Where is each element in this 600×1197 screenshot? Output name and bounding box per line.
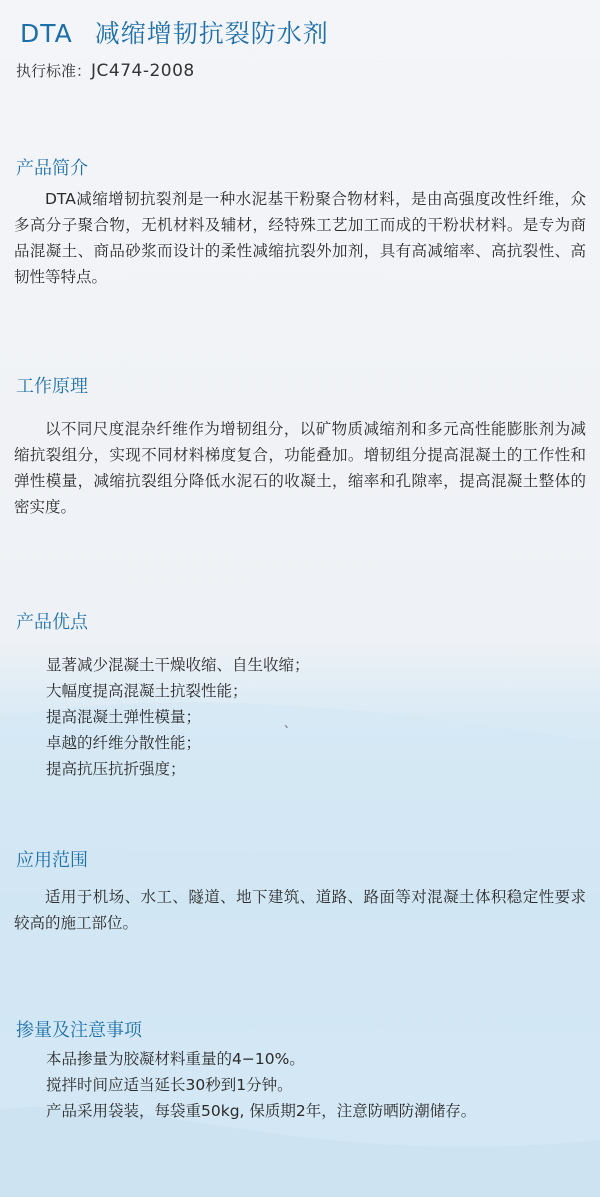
intro-paragraph: DTA减缩增韧抗裂剂是一种水泥基干粉聚合物材料，是由高强度改性纤维，众多高分子聚合物，无机材料及辅材，经特殊工艺加工而成的干粉状材料。是专为商品混凝土、商品砂浆而设计的柔性减缩抗裂外加剂，具有高减缩率、高抗裂性、高韧性等特点。 bbox=[14, 190, 586, 286]
advantages-list bbox=[46, 652, 586, 782]
section-title-principle: 工作原理 bbox=[16, 376, 88, 397]
section-body-principle bbox=[14, 416, 586, 520]
list-item: 卓越的纤维分散性能； bbox=[46, 734, 202, 752]
list-item: 大幅度提高混凝土抗裂性能； bbox=[46, 682, 248, 700]
list-item: 提高混凝土弹性模量； bbox=[46, 708, 202, 726]
standard-value: JC474-2008 bbox=[91, 61, 195, 81]
product-code: DTA bbox=[20, 19, 73, 48]
list-item: 产品采用袋装，每袋重50kg, 保质期2年，注意防晒防潮储存。 bbox=[46, 1102, 477, 1120]
section-title-dosage: 掺量及注意事项 bbox=[16, 1020, 142, 1041]
list-item: 提高抗压抗折强度； bbox=[46, 760, 186, 778]
section-body-intro bbox=[14, 186, 586, 290]
list-item: 显著减少混凝土干燥收缩、自生收缩； bbox=[46, 656, 310, 674]
list-item: 搅拌时间应适当延长30秒到1分钟。 bbox=[46, 1076, 293, 1094]
page-title bbox=[20, 14, 329, 50]
principle-paragraph: 以不同尺度混杂纤维作为增韧组分，以矿物质减缩剂和多元高性能膨胀剂为减缩抗裂组分，实现不同材料梯度复合，功能叠加。增韧组分提高混凝土的工作性和弹性模量，减缩抗裂组分降低水泥石的收凝土，缩率和孔隙率，提高混凝土整体的密实度。 bbox=[14, 420, 586, 516]
standard-label: 执行标准： bbox=[16, 62, 92, 80]
dosage-list bbox=[46, 1046, 586, 1124]
section-title-advantages: 产品优点 bbox=[16, 612, 88, 633]
section-body-application bbox=[14, 884, 586, 936]
standard-line bbox=[16, 60, 195, 81]
application-paragraph: 适用于机场、水工、隧道、地下建筑、道路、路面等对混凝土体积稳定性要求较高的施工部位。 bbox=[14, 888, 586, 932]
stray-punctuation-mark: 、 bbox=[284, 716, 297, 730]
list-item: 本品掺量为胶凝材料重量的4−10%。 bbox=[46, 1050, 305, 1068]
section-title-application: 应用范围 bbox=[16, 850, 88, 871]
product-name: 减缩增韧抗裂防水剂 bbox=[94, 19, 329, 48]
section-title-intro: 产品简介 bbox=[16, 158, 88, 179]
